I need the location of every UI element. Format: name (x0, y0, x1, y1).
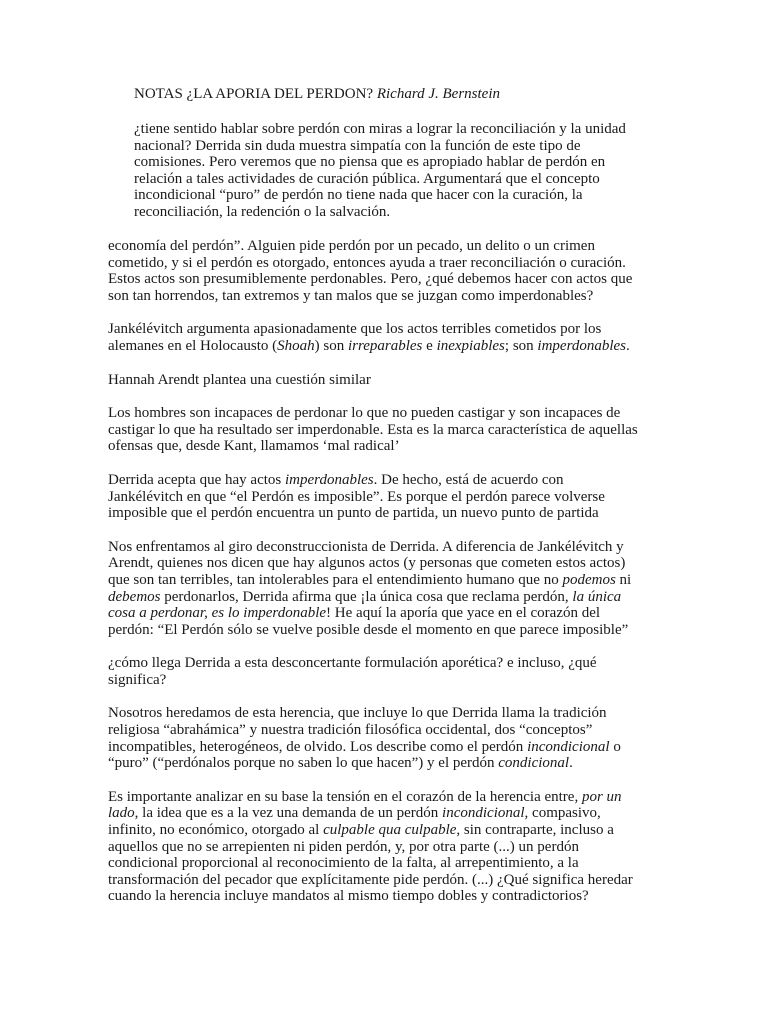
text-line: economía del perdón”. Alguien pide perdón por un pecado, un delito o un crimen (108, 238, 595, 254)
text-line: castigar lo que ha resultado ser imperdonable. Esta es la marca característica de aquellas (108, 421, 638, 438)
text-line: significa? (108, 671, 167, 688)
text-run: . De hecho, está de acuerdo con (373, 471, 564, 488)
text-line (108, 789, 656, 806)
text-line: Nosotros heredamos de esta herencia, que incluye lo que Derrida llama la tradición (108, 705, 607, 722)
paragraph-tension (108, 789, 656, 905)
text-line: cometido, y si el perdón es otorgado, entonces ayuda a traer reconciliación o curación. (108, 254, 626, 271)
text-line: ofensas que, desde Kant, llamamos ‘mal radical’ (108, 438, 400, 455)
text-line: condicional proporcional al reconocimiento de la falta, al arrepentimiento, a la (108, 855, 579, 872)
emphasis-debemos: debemos (108, 588, 161, 605)
text-line: transformación del pecador que explícitamente pide perdón. (...) ¿Qué significa heredar (108, 871, 633, 888)
paragraph-herencia (108, 705, 656, 771)
title-heading: NOTAS ¿LA APORIA DEL PERDON? (134, 86, 374, 102)
emphasis-incondicional: incondicional (442, 805, 525, 822)
text-line: Estos actos son presumiblemente perdonables. Pero, ¿qué debemos hacer con actos que (108, 271, 633, 288)
text-run: Derrida acepta que hay actos (108, 471, 285, 488)
text-line: aquellos que no se arrepienten ni piden perdón, y, por otra parte (...) un perdón (108, 838, 579, 855)
text-run: . (626, 337, 630, 354)
paragraph-giro-deconstruccionista (108, 539, 656, 639)
text-run: Es importante analizar en su base la tensión en el corazón de la herencia entre, (108, 788, 582, 805)
text-run: , sin contraparte, incluso a (456, 822, 614, 839)
text-run: . (569, 755, 573, 772)
text-line: son tan horrendos, tan extremos y tan malos que se juzgan como imperdonables? (108, 287, 594, 304)
emphasis-imperdonables: imperdonables (537, 337, 627, 354)
text-line: Arendt, quienes nos dicen que hay algunos actos (y personas que cometen estos actos) (108, 555, 626, 572)
emphasis-incondicional: incondicional (527, 738, 610, 755)
text-run: o (609, 738, 621, 755)
text-line (108, 472, 656, 489)
text-line: nacional? Derrida sin duda muestra simpatía con la función de este tipo de (134, 137, 581, 154)
text-run: alemanes en el Holocausto ( (108, 337, 278, 354)
text-line: ¿tiene sentido hablar sobre perdón con miras a lograr la reconciliación y la unidad (134, 121, 626, 137)
text-run: incompatibles, heterogéneos, de olvido. Los describe como el perdón (108, 738, 528, 755)
text-line: Jankélévitch en que “el Perdón es imposible”. Es porque el perdón parece volverse (108, 488, 605, 505)
emphasis-shoah: Shoah (277, 337, 315, 354)
text-line: reconciliación, la redención o la salvación. (134, 203, 391, 220)
text-run: , la idea que es a la vez una demanda de un perdón (134, 805, 443, 822)
text-run: “puro” (“perdónalos porque no saben lo que hacen”) y el perdón (108, 755, 499, 772)
text-line: Los hombres son incapaces de perdonar lo que no pueden castigar y son incapaces de (108, 405, 621, 422)
emphasis-por-un: por un (581, 788, 622, 805)
document-title (134, 86, 500, 103)
emphasis-condicional: condicional (498, 755, 570, 772)
text-run: , compasivo, (524, 805, 601, 822)
body-text (108, 238, 656, 922)
intro-paragraph (134, 121, 634, 221)
text-line: perdón: “El Perdón sólo se vuelve posible desde el momento en que parece imposible” (108, 621, 629, 638)
emphasis-irreparables: irreparables (347, 337, 423, 354)
emphasis-cosa-a-perdonar: cosa a perdonar, es lo imperdonable (108, 605, 327, 622)
text-line: Hannah Arendt plantea una cuestión similar (108, 371, 371, 388)
text-line: Jankélévitch argumenta apasionadamente que los actos terribles cometidos por los (108, 321, 602, 338)
text-run: infinito, no económico, otorgado al (108, 822, 324, 839)
text-run: e (422, 337, 437, 354)
text-line (108, 739, 656, 756)
text-line (108, 822, 656, 839)
emphasis-imperdonables: imperdonables (285, 471, 374, 488)
emphasis-lado: lado (108, 805, 135, 822)
paragraph-pregunta (108, 655, 656, 688)
text-line (108, 605, 656, 622)
text-line (108, 589, 656, 606)
text-line (108, 338, 656, 355)
paragraph-derrida-acepta (108, 472, 656, 522)
text-line: incondicional “puro” de perdón no tiene nada que hacer con la curación, la (134, 187, 583, 204)
text-line: Nos enfrentamos al giro deconstruccionista de Derrida. A diferencia de Jankélévitch y (108, 538, 624, 555)
text-line: comisiones. Pero veremos que no piensa que es apropiado hablar de perdón en (134, 154, 606, 171)
title-author: Richard J. Bernstein (376, 86, 500, 102)
text-line: cuando la herencia incluye mandatos al mismo tiempo dobles y contradictorios? (108, 888, 589, 905)
text-line (108, 572, 656, 589)
emphasis-podemos: podemos (562, 571, 616, 588)
text-run: que son tan terribles, tan intolerables para el entendimiento humano que no (108, 571, 563, 588)
text-run: ! He aquí la aporía que yace en el corazón del (326, 605, 601, 622)
text-run: ; son (504, 337, 538, 354)
paragraph-economia (108, 238, 656, 304)
paragraph-quote-arendt (108, 405, 656, 455)
text-run: ni (615, 571, 632, 588)
text-run: perdonarlos, Derrida afirma que ¡la única cosa que reclama perdón, (160, 588, 573, 605)
paragraph-arendt (108, 372, 656, 389)
emphasis-la-unica: la única (572, 588, 622, 605)
text-line: imposible que el perdón encuentra un punto de partida, un nuevo punto de partida (108, 505, 599, 522)
text-line: relación a tales actividades de curación pública. Argumentará que el concepto (134, 170, 600, 187)
paragraph-jankelevitch (108, 321, 656, 354)
text-run: ) son (314, 337, 348, 354)
text-line: religiosa “abrahámica” y nuestra tradición filosófica occidental, dos “conceptos” (108, 722, 593, 739)
emphasis-culpable: culpable qua culpable (323, 822, 457, 839)
text-line: ¿cómo llega Derrida a esta desconcertante formulación aporética? e incluso, ¿qué (108, 655, 597, 672)
text-line (108, 805, 656, 822)
text-line (108, 755, 656, 772)
emphasis-inexpiables: inexpiables (436, 337, 505, 354)
